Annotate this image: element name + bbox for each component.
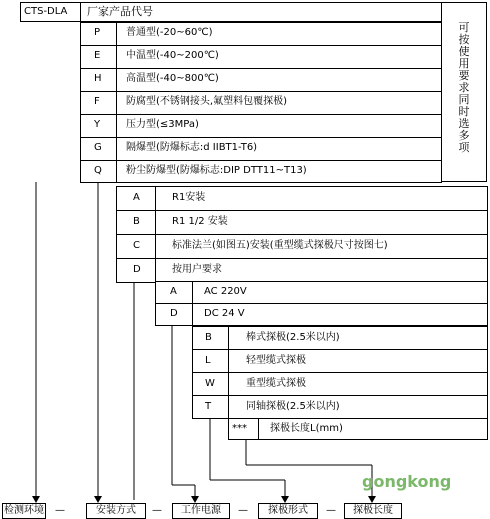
probe-label: 重型缆式探极 — [246, 378, 306, 389]
env-code: P — [94, 27, 101, 38]
power-code: D — [170, 308, 178, 319]
env-code: E — [94, 50, 101, 61]
bottom-mount: 安装方式 — [86, 503, 146, 519]
probe-row — [192, 395, 488, 419]
probe-row — [192, 349, 488, 373]
header-row — [20, 2, 442, 22]
probe-code: W — [205, 378, 215, 389]
header-label: 厂家产品代号 — [87, 5, 153, 18]
length-row — [228, 418, 488, 440]
env-code: F — [94, 96, 100, 107]
mount-label: 标准法兰(如图五)安装(重型缆式探极尺寸按图七) — [172, 240, 388, 251]
power-label: DC 24 V — [204, 308, 245, 319]
bottom-power: 工作电源 — [172, 503, 230, 519]
power-label: AC 220V — [204, 286, 247, 297]
bottom-env: 检测环境 — [2, 503, 46, 519]
length-label: 探极长度L(mm) — [270, 423, 343, 434]
power-code: A — [170, 286, 177, 297]
env-label: 防腐型(不锈钢接头,氟塑料包覆探极) — [126, 96, 287, 107]
env-code: H — [94, 73, 102, 84]
probe-code: L — [205, 355, 211, 366]
env-code: Q — [94, 165, 102, 176]
mount-label: R1 1/2 安装 — [172, 216, 228, 227]
bottom-length: 探极长度 — [344, 503, 402, 519]
watermark: gongkong — [362, 472, 452, 491]
probe-row — [192, 372, 488, 396]
mount-code: A — [133, 192, 140, 203]
probe-code: T — [205, 401, 212, 412]
mount-code: B — [133, 216, 140, 227]
env-label: 普通型(-20~60℃) — [126, 27, 213, 38]
env-label: 高温型(-40~800℃) — [126, 73, 219, 84]
length-code: *** — [232, 423, 247, 434]
probe-row — [192, 326, 488, 350]
model-label: CTS-DLA — [24, 6, 68, 17]
probe-label: 棒式探极(2.5米以内) — [246, 332, 340, 343]
mount-code: C — [133, 240, 140, 251]
probe-code: B — [205, 332, 212, 343]
mount-label: R1安装 — [172, 192, 206, 203]
env-label: 粉尘防爆型(防爆标志:DIP DTT11~T13) — [126, 165, 307, 176]
env-label: 压力型(≤3MPa) — [126, 119, 199, 130]
probe-label: 同轴探极(2.5米以内) — [246, 401, 340, 412]
mount-code: D — [133, 264, 141, 275]
env-label: 隔爆型(防爆标志:d IIBT1-T6) — [126, 142, 258, 153]
side-note: 可按使用要求同时选多项 — [458, 21, 470, 154]
bottom-probe: 探极形式 — [258, 503, 318, 519]
probe-label: 轻型缆式探极 — [246, 355, 306, 366]
env-code: G — [94, 142, 102, 153]
env-code: Y — [94, 119, 101, 130]
env-label: 中温型(-40~200℃) — [126, 50, 219, 61]
mount-label: 按用户要求 — [172, 264, 222, 275]
